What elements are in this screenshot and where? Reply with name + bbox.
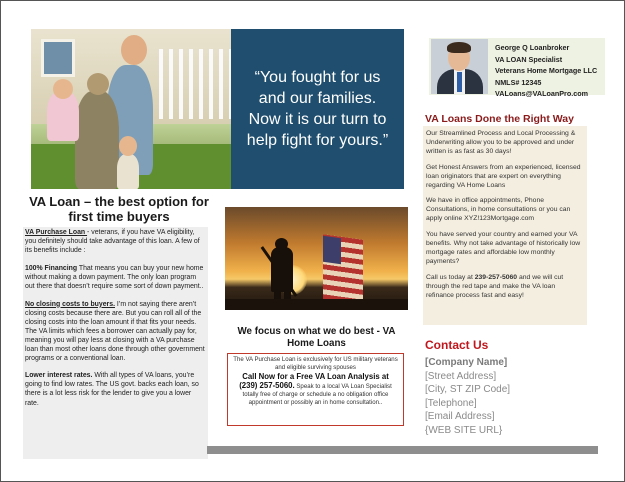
avatar-tie: [457, 72, 462, 92]
photo-porch-rail: [159, 49, 231, 119]
right-heading: VA Loans Done the Right Way: [425, 113, 574, 125]
closing-label: No closing costs to buyers.: [25, 300, 115, 308]
purchase-label: VA Purchase Loan: [25, 229, 88, 236]
call-after: and we will cut through the red tape and make the VA loan refinance process fast and easy!: [426, 273, 564, 299]
call-phone[interactable]: 239-257-5060: [474, 273, 518, 281]
left-benefits-panel: [23, 227, 208, 459]
focus-heading: We focus on what we do best - VA Home Loans: [237, 326, 396, 349]
purchase-paragraph: [25, 228, 206, 255]
right-paragraph-3: We have in office appointments, Phone Consultations, in home consultations or you can apply online XYZ!123Mortgage.com: [426, 197, 571, 223]
contact-street: [Street Address]: [425, 370, 497, 382]
right-info-panel: [423, 126, 587, 325]
closing-text: I’m not saying there aren’t closing costs because there are. But you can roll all of the closing costs into the loan amount if that fits your needs. The VA limits which fees a borrower can actually pay for, meaning you will pay less at closing with a VA purchase loan than most other loans done through other government programs or a conventional loan.: [25, 300, 205, 363]
contact-email: [Email Address]: [425, 411, 495, 422]
contact-phone: [Telephone]: [425, 397, 477, 409]
avatar: [431, 39, 488, 94]
photo-ground: [225, 299, 408, 310]
profile-nmls: NMLS# 12345: [495, 77, 542, 87]
quote-box: [231, 29, 404, 189]
soldier-flag-sunset-photo: [225, 207, 408, 310]
financing-label: 100% Financing: [25, 265, 78, 273]
photo-mother-head: [121, 35, 147, 65]
left-heading: VA Loan – the best option for first time buyers: [29, 194, 209, 224]
profile-name: George Q Loanbroker: [495, 43, 570, 52]
contact-company: [Company Name]: [425, 357, 508, 368]
photo-flag-union: [323, 236, 341, 265]
military-family-photo: [31, 29, 231, 189]
rates-paragraph: [25, 371, 206, 407]
profile-details: [495, 42, 605, 100]
photo-soldier: [75, 91, 119, 189]
contact-block: [425, 356, 595, 437]
profile-company: Veterans Home Mortgage LLC: [495, 66, 598, 75]
financing-text: That means you can buy your new home without making a down payment. The only loan program out there that doesn’t require some sort of down payment..: [25, 265, 204, 291]
call-before: Call us today at: [426, 273, 475, 281]
closing-paragraph: [25, 300, 206, 364]
contact-title: Contact Us: [425, 338, 489, 352]
right-paragraph-2: Get Honest Answers from an experienced, licensed loan originators that are expert on everything regarding VA Home Loans: [426, 163, 581, 189]
rates-text: With all types of VA loans, you’re going to find low rates. The US govt. backs each loan, so there is a lot less risk for the lender to give you a lower rate.: [25, 372, 199, 407]
purchase-text: - veterans, if you have VA eligibility, you definitely should take advantage of this loan. A few of its benefits include :: [25, 229, 200, 255]
offer-call-block: [233, 372, 398, 408]
contact-city: [City, ST ZIP Code]: [425, 384, 511, 395]
profile-email[interactable]: VALoans@VALoanPro.com: [495, 89, 589, 98]
photo-soldier-cap: [87, 73, 109, 95]
offer-after: Speak to a local VA Loan Specialist totally free of charge or schedule a no obligation office appointment or possibly an in home consultation..: [242, 383, 392, 407]
footer-bar: [207, 446, 598, 454]
rates-label: Lower interest rates.: [25, 372, 93, 380]
financing-paragraph: [25, 264, 206, 291]
offer-box: [227, 353, 404, 426]
photo-girl-head: [53, 79, 73, 99]
photo-soldier-silhouette: [271, 247, 293, 292]
photo-boy: [117, 154, 139, 189]
right-paragraph-1: Our Streamlined Process and Local Processing & Underwriting allow you to be approved and under written is as fast as 30 days!: [426, 130, 576, 155]
photo-boy-head: [119, 136, 137, 156]
quote-text: “You fought for us and our families. Now it is our turn to help fight for yours.”: [246, 69, 389, 149]
contact-website[interactable]: {WEB SITE URL}: [425, 424, 503, 436]
profile-title: VA LOAN Specialist: [495, 54, 563, 64]
offer-intro: The VA Purchase Loan is exclusively for US military veterans and eligible surviving spouses: [233, 356, 398, 371]
right-paragraph-4: You have served your country and earned your VA benefits. Why not take advantage of historically low mortgage rates and affordable low monthly payments?: [426, 231, 581, 265]
offer-call[interactable]: Call Now for a Free VA Loan Analysis at (239) 257-5060.: [239, 371, 389, 391]
right-paragraph-5: [426, 274, 584, 301]
avatar-hair: [447, 42, 471, 53]
photo-window: [41, 39, 75, 77]
